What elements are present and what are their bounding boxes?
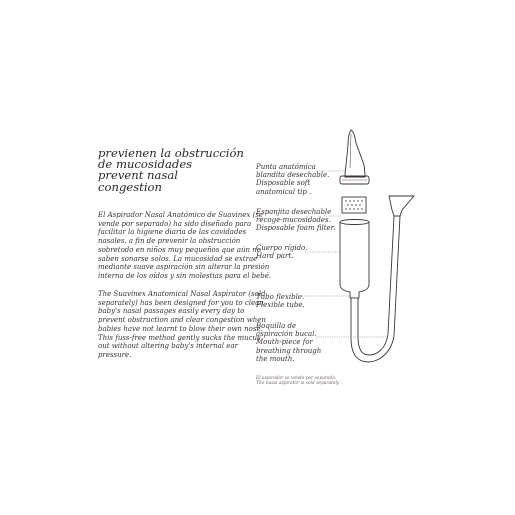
nasal-tip-icon bbox=[340, 130, 369, 184]
label-mouthpiece: Boquilla de aspiración bucal. Mouth-piece for breathing through the mouth. bbox=[256, 322, 322, 363]
foam-filter-icon bbox=[342, 197, 366, 213]
label-tip: Punta anatómica blandita desechable. Disposable soft anatomical tip . bbox=[256, 163, 330, 196]
heading-line-1: previenen la obstrucción bbox=[98, 146, 244, 160]
rigid-body-icon bbox=[340, 220, 369, 299]
body-text-spanish: El Aspirador Nasal Anatómico de Suavinex (se vende por separado) ha sido diseñado para facilitar la higiene diaria de las cavidades nasales, a fin de prevenir la obstrucción sobretodo en niños muy pequeños que aún no saben sonarse solos. La mucosidad se extrae mediante suave aspiración sin alterar la presión interna de los oídos y sin molestias para el bebé. bbox=[98, 211, 272, 280]
heading-line-4: congestion bbox=[98, 179, 162, 194]
label-body: Cuerpo rígido. Hard part. bbox=[256, 244, 308, 261]
footnote-english: The nasal aspirator is sold separately . bbox=[256, 381, 343, 387]
heading-line-2: de mucosidades bbox=[98, 157, 193, 172]
heading-line-3: prevent nasal bbox=[98, 168, 178, 183]
body-text-english: The Suavinex Anatomical Nasal Aspirator (sold separately) has been designed for you to clean baby's nasal passages easily every day to prevent obstruction and clear congestion when babies have not learnt to blow their own nose. This fuss-free method gently sucks the mucus out without altering baby's internal ear pressure. bbox=[98, 290, 266, 359]
label-tube: Tubo flexible. Flexible tube. bbox=[256, 293, 305, 310]
footnote-spanish: El aspirador se vende por separado. bbox=[256, 376, 337, 381]
label-filter: Espanjita desechable recoge-mucosidades. Disposable foam filter. bbox=[256, 208, 336, 233]
mouthpiece-icon bbox=[389, 196, 414, 216]
footnote bbox=[256, 376, 342, 386]
flexible-tube-icon bbox=[351, 216, 400, 362]
